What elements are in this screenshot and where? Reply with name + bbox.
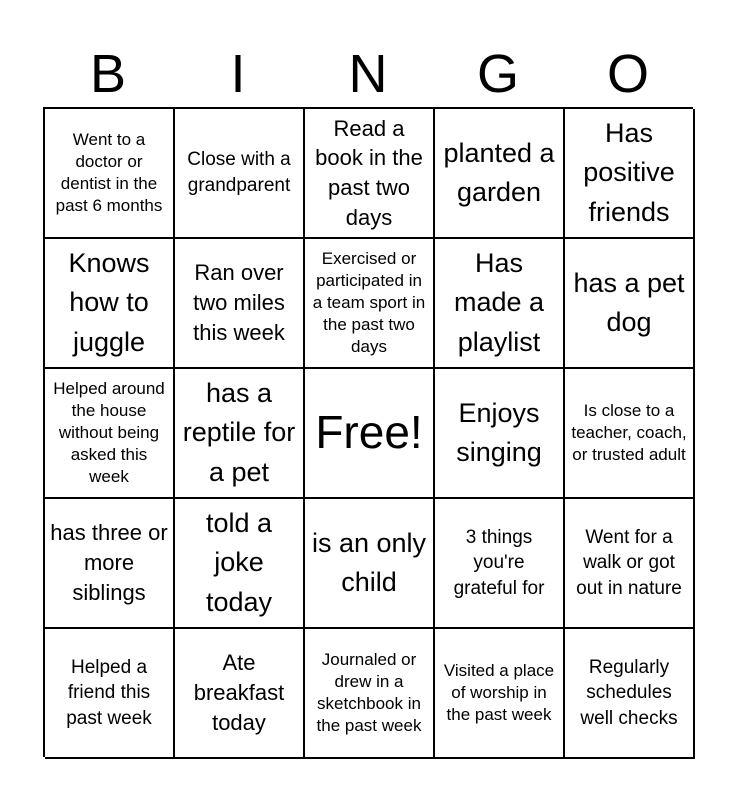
header-letter-b: B [89, 44, 127, 104]
bingo-cell[interactable]: Has positive friends [565, 109, 695, 239]
bingo-cell[interactable]: Went for a walk or got out in nature [565, 499, 695, 629]
bingo-cell[interactable]: has a pet dog [565, 239, 695, 369]
header-letter-g: G [476, 44, 519, 104]
header-letter-o: O [606, 44, 649, 104]
bingo-cell[interactable]: Ran over two miles this week [175, 239, 305, 369]
bingo-cell[interactable]: Went to a doctor or dentist in the past 6 months [45, 109, 175, 239]
bingo-cell[interactable]: Helped around the house without being asked this week [45, 369, 175, 499]
bingo-cell[interactable]: Helped a friend this past week [45, 629, 175, 759]
bingo-header [43, 40, 693, 108]
bingo-cell[interactable]: Is close to a teacher, coach, or trusted adult [565, 369, 695, 499]
bingo-card-grid [43, 107, 693, 757]
header-letter-i: I [230, 44, 246, 104]
bingo-cell[interactable]: has three or more siblings [45, 499, 175, 629]
free-space-cell[interactable]: Free! [305, 369, 435, 499]
bingo-cell[interactable]: Read a book in the past two days [305, 109, 435, 239]
bingo-cell[interactable]: Visited a place of worship in the past week [435, 629, 565, 759]
bingo-cell[interactable]: Regularly schedules well checks [565, 629, 695, 759]
bingo-cell[interactable]: Ate breakfast today [175, 629, 305, 759]
bingo-cell[interactable]: planted a garden [435, 109, 565, 239]
header-letter-n: N [348, 44, 388, 104]
bingo-cell[interactable]: Enjoys singing [435, 369, 565, 499]
bingo-cell[interactable]: Journaled or drew in a sketchbook in the past week [305, 629, 435, 759]
bingo-cell[interactable]: told a joke today [175, 499, 305, 629]
bingo-cell[interactable]: Close with a grandparent [175, 109, 305, 239]
bingo-cell[interactable]: has a reptile for a pet [175, 369, 305, 499]
bingo-cell[interactable]: is an only child [305, 499, 435, 629]
bingo-cell[interactable]: Exercised or participated in a team sport in the past two days [305, 239, 435, 369]
bingo-cell[interactable]: 3 things you're grateful for [435, 499, 565, 629]
bingo-cell[interactable]: Has made a playlist [435, 239, 565, 369]
bingo-cell[interactable]: Knows how to juggle [45, 239, 175, 369]
